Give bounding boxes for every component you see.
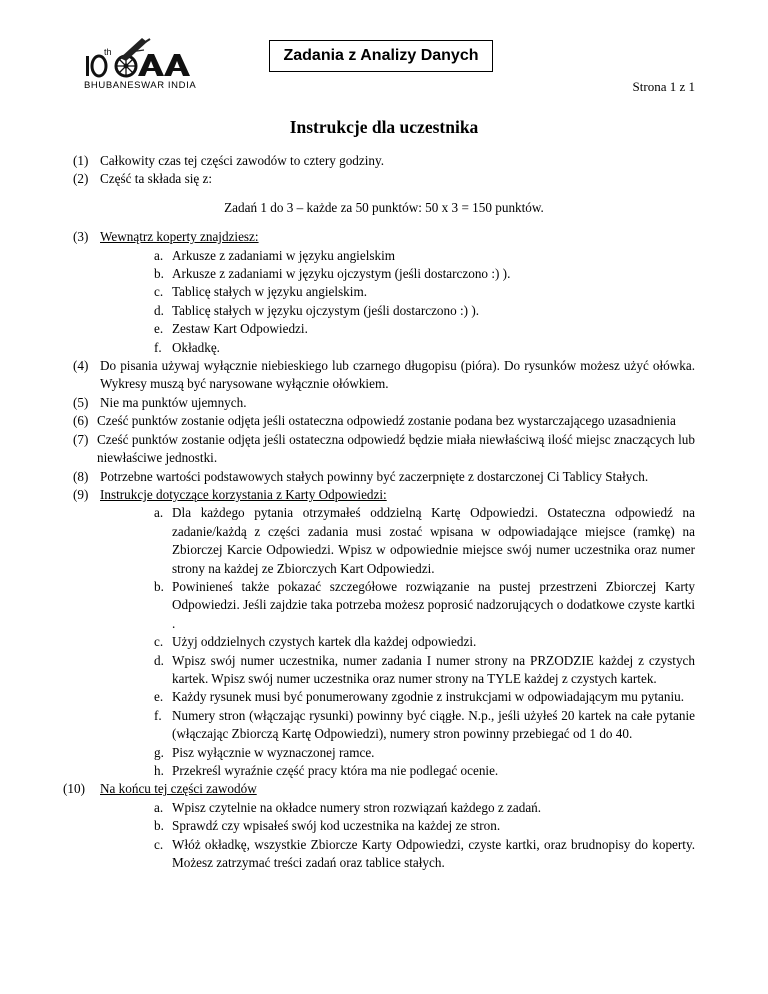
list-item: d. Tablicę stałych w języku ojczystym (jeśli dostarczono :) ). [154,302,480,318]
page-heading: Instrukcje dla uczestnika [289,117,479,137]
answer-sheet-rules-list [73,504,695,780]
list-item: c. Włóż okładkę, wszystkie Zbiorcze Karty Odpowiedzi, czyste kartki, oraz brudnopisy do koperty. Możesz zatrzymać treści zadań oraz tablice stałych. [154,836,695,871]
instruction-7: (7) Cześć punktów zostanie odjęta jeśli ostateczna odpowiedź będzie miała niewłaściwą ilość miejsc znaczących lub niewłaściwe jednostki. [73,431,695,468]
instruction-5: (5) Nie ma punktów ujemnych. [73,394,695,412]
list-item: f. Okładkę. [154,339,220,355]
list-item: a. Wpisz czytelnie na okładce numery stron rozwiązań każdego z zadań. [154,799,542,815]
instruction-10: (10) Na końcu tej części zawodów [63,780,695,798]
list-item: a. Arkusze z zadaniami w języku angielskim [154,247,396,263]
instruction-text: Instrukcje dotyczące korzystania z Karty Odpowiedzi: [100,486,387,502]
instruction-8: (8) Potrzebne wartości podstawowych stałych powinny być zaczerpnięte z dostarczonej Ci Tablicy Stałych. [73,468,695,486]
instructions-body [63,152,695,872]
instruction-2: (2) Część ta składa się z: [73,170,695,188]
list-item: f. Numery stron (włączając rysunki) powinny być ciągłe. N.p., jeśli użyłeś 20 kartek na całe pytanie (włączając Zbiorczą Kartę Odpowiedzi), numery stron powinny przebiegać od 1 do 40. [154,707,695,742]
instruction-text: Na końcu tej części zawodów [100,781,257,797]
page-number: Strona 1 z 1 [632,79,695,94]
list-item: c. Użyj oddzielnych czystych kartek dla każdej odpowiedzi. [154,634,477,650]
instruction-6: (6) Cześć punktów zostanie odjęta jeśli ostateczna odpowiedź zostanie podana bez wystarczającego uzasadnienia [73,412,695,430]
points-summary: Zadań 1 do 3 – każde za 50 punktów: 50 x 3 = 150 punktów. [224,199,544,215]
instruction-text: Część ta składa się z: [100,171,213,187]
instruction-1: (1) Całkowity czas tej części zawodów to cztery godziny. [73,152,695,170]
list-item: b. Powinieneś także pokazać szczegółowe rozwiązanie na pustej przestrzeni Zbiorczej Karty Odpowiedzi. Jeśli zajdzie taka potrzeba możesz poprosić nadzorujących o dodatkowe czyste kartki . [154,578,695,631]
list-item: c. Tablicę stałych w języku angielskim. [154,284,367,300]
instruction-4: (4) Do pisania używaj wyłącznie niebieskiego lub czarnego długopisu (pióra). Do rysunków możesz użyć ołówka. Wykresy muszą być narysowane wyłącznie ołówkiem. [73,357,695,394]
instruction-text: Cześć punktów zostanie odjęta jeśli ostateczna odpowiedź zostanie podana bez wystarczającego uzasadnienia [97,413,676,429]
instruction-text: Nie ma punktów ujemnych. [100,394,247,410]
end-of-exam-list [73,799,695,873]
svg-text:th: th [104,47,112,57]
logo-subtitle: BHUBANESWAR INDIA [84,80,197,91]
instruction-text: Całkowity czas tej części zawodów to cztery godziny. [100,153,385,168]
instruction-text: Wewnątrz koperty znajdziesz: [100,229,259,245]
ioaa-logo [84,36,244,96]
list-item: b. Arkusze z zadaniami w języku ojczystym (jeśli dostarczono :) ). [154,266,511,282]
envelope-contents-list [73,247,695,357]
instruction-3: (3) Wewnątrz koperty znajdziesz: [73,228,695,246]
instruction-text: Potrzebne wartości podstawowych stałych powinny być zaczerpnięte z dostarczonej Ci Tablicy Stałych. [100,468,649,484]
list-item: a. Dla każdego pytania otrzymałeś oddzielną Kartę Odpowiedzi. Ostateczna odpowiedź na zadanie/każdą z części zadania musi zostać wpisana w odpowiadające miejsce (ramkę) na Zbiorczej Karcie Odpowiedzi. Wpisz w odpowiednie miejsce swój numer uczestnika oraz numer strony na każdej ze Zbiorczych Kart Odpowiedzi. [154,505,695,576]
instruction-text: Cześć punktów zostanie odjęta jeśli ostateczna odpowiedź będzie miała niewłaściwą ilość miejsc znaczących lub niewłaściwe jednostki. [97,431,695,466]
list-item: d. Wpisz swój numer uczestnika, numer zadania I numer strony na PRZODZIE każdej z czystych kartek. Wpisz swój numer uczestnika oraz numer strony na TYLE każdej z czystych kartek. [154,652,695,686]
list-item: g. Pisz wyłącznie w wyznaczonej ramce. [154,744,375,760]
instruction-9: (9) Instrukcje dotyczące korzystania z Karty Odpowiedzi: [73,486,695,504]
instruction-text: Do pisania używaj wyłącznie niebieskiego lub czarnego długopisu (pióra). Do rysunków możesz użyć ołówka. Wykresy muszą być narysowane wyłącznie ołówkiem. [100,358,695,392]
list-item: b. Sprawdź czy wpisałeś swój kod uczestnika na każdej ze stron. [154,818,501,834]
list-item: e. Każdy rysunek musi być ponumerowany zgodnie z instrukcjami w odpowiadającym mu pytaniu. [154,689,684,705]
list-item: h. Przekreśl wyraźnie część pracy która ma nie podlegać ocenie. [154,763,499,778]
telescope-wheel-logo-icon [84,36,244,82]
list-item: e. Zestaw Kart Odpowiedzi. [154,321,308,337]
document-title: Zadania z Analizy Danych [269,40,493,72]
